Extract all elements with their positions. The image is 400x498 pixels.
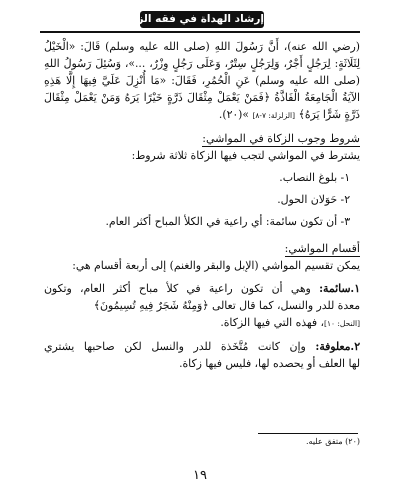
heading-text: شروط وجوب الزكاة في المواشي:: [202, 132, 360, 145]
verse-end: ذَرَّةٍ شَرًّا يَرَهُ﴾: [298, 108, 360, 121]
section-intro: يشترط في المواشي لتجب فيها الزكاة ثلاثة شروط:: [131, 149, 360, 162]
list-item: ٣- أن تكون سائمة: أي راعية في الكلأ المباح أكثر العام.: [105, 215, 350, 228]
text-line: الآيَةُ الْجَامِعَةُ الْفَاذَّةُ ﴿فَمَنْ يَعْمَلْ مِثْقَالَ ذَرَّةٍ خَيْرًا يَرَهُ وَمَنْ يَعْمَلْ مِثْقَالَ: [44, 91, 360, 104]
list-item: ٢- حَوَلان الحول.: [277, 193, 350, 206]
footnote-marker: »(٢٠).: [218, 108, 249, 121]
item-tail: ، فهذه التي فيها الزكاة.: [220, 316, 324, 329]
text-line: (رضي الله عنه)، أَنَّ رَسُولَ اللهِ (صلى الله عليه وسلم) قَالَ: «الْخَيْلُ: [44, 40, 360, 53]
item-number: ٢.: [350, 340, 360, 353]
page-body: [44, 38, 360, 372]
section-heading: [44, 130, 360, 147]
text-line: لِثَلَاثَةٍ: لِرَجُلٍ أَجْرٌ، وَلِرَجُلٍ سِتْرٌ، وَعَلَى رَجُلٍ وِزْرٌ، ...»، وَسُئِلَ رَسُولُ اللهِ: [44, 57, 360, 70]
text-line: [44, 106, 360, 124]
text-line: [44, 314, 360, 332]
verse-reference: [الزلزلة: ٧-٨]: [252, 111, 296, 120]
running-header: [40, 10, 360, 32]
text-line: (صلى الله عليه وسلم) عَنِ الْحُمُرِ، فَقَالَ: «مَا أُنْزِلَ عَلَيَّ فِيهَا إِلَّا هَذِهِ: [44, 74, 360, 87]
book-title: إرشاد الهداة في فقه الزكاة: [140, 11, 264, 28]
header-rule: [40, 31, 360, 33]
item-number: ١.: [350, 282, 360, 295]
list-item: [44, 280, 360, 297]
heading-text: أقسام المواشي:: [284, 242, 360, 255]
text-line: لها العلف أو يحصده لها، فليس فيها زكاة.: [179, 357, 360, 370]
text-line: معدة للدر والنسل، كما قال تعالى ﴿وَمِنْهُ شَجَرٌ فِيهِ تُسِيمُونَ﴾: [93, 299, 360, 312]
footnote-rule: [258, 433, 358, 434]
verse-reference: [النحل: ١٠]: [324, 319, 360, 328]
item-term: سائمة:: [319, 282, 351, 295]
item-text: وإن كانت مُتَّخَذة للدر والنسل لكن صاحبها يشتري: [44, 340, 306, 353]
item-term: معلوفة:: [315, 340, 351, 353]
section-intro: يمكن تقسيم المواشي (الإبل والبقر والغنم) إلى أربعة أقسام هي:: [72, 259, 360, 272]
list-item: ١- بلوغ النصاب.: [279, 171, 350, 184]
section-heading: [44, 240, 360, 257]
list-item: [44, 338, 360, 355]
footnote: (٢٠) متفق عليه.: [305, 437, 360, 446]
item-text: وهي أن تكون راعية في كلأ مباح أكثر العام، وتكون: [44, 282, 311, 295]
page-number: ١٩: [193, 468, 207, 483]
